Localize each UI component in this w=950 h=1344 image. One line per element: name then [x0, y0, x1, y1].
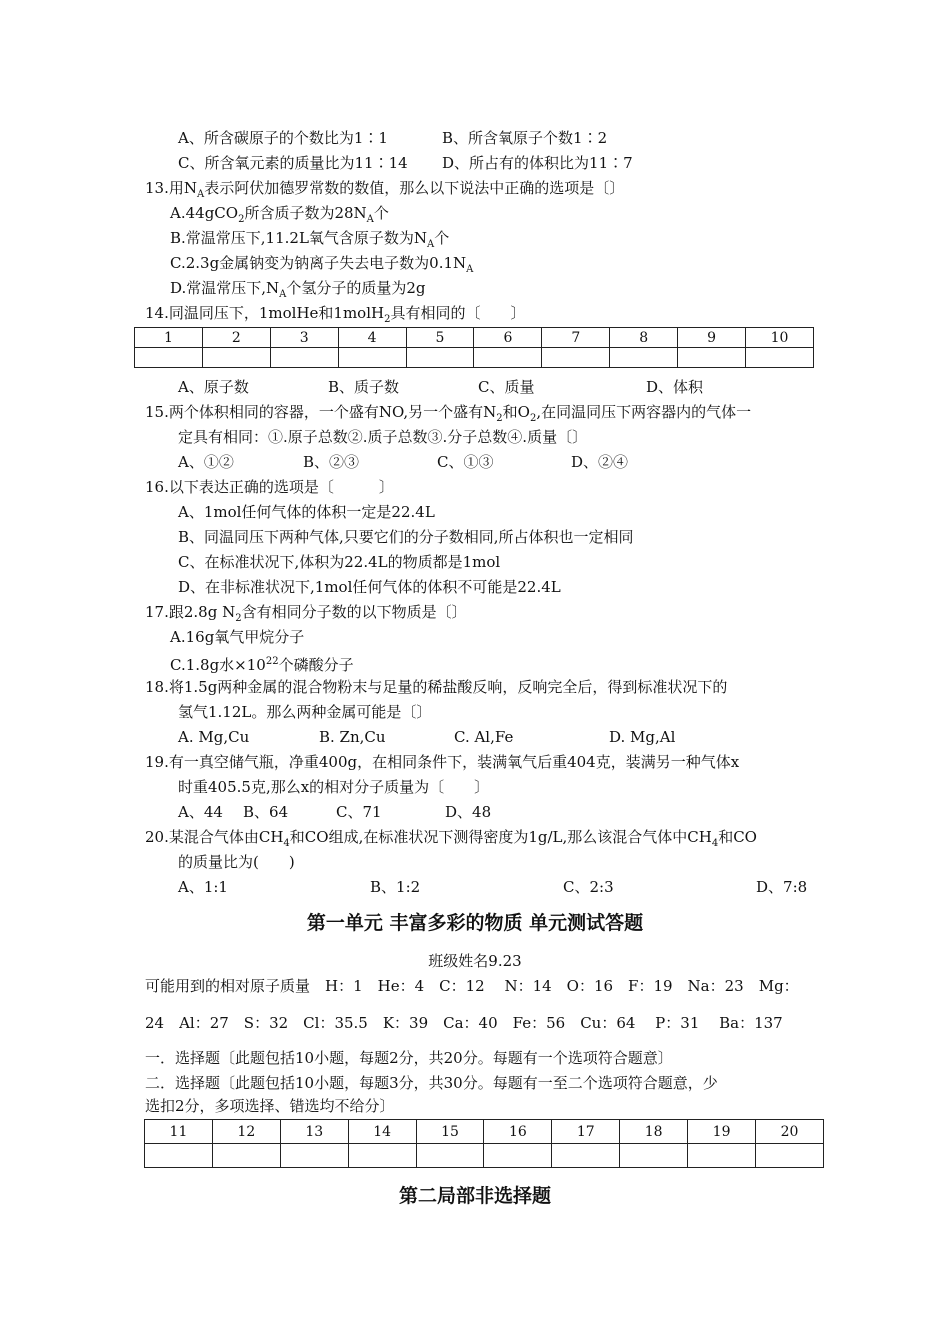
q15-stem-line2: 定具有相同：①.原子总数②.质子总数③.分子总数④.质量〔〕 [178, 428, 588, 446]
q15-option-c: C、①③ [437, 453, 494, 471]
q20-option-a: A、1:1 [178, 878, 228, 896]
part2-instructions-line2: 选扣2分，多项选择、错选均不给分〕 [145, 1097, 395, 1115]
answer-grid-11-20 [144, 1119, 824, 1168]
grid-header-10: 10 [746, 328, 814, 348]
grid-answer-cell[interactable] [610, 348, 678, 368]
grid-header-1: 1 [135, 328, 203, 348]
grid-header-9: 9 [678, 328, 746, 348]
grid-header-11: 11 [145, 1120, 213, 1144]
q19-option-d: D、48 [445, 803, 492, 821]
class-name-line: 班级姓名9.23 [428, 952, 522, 970]
grid-header-18: 18 [620, 1120, 688, 1144]
grid-answer-cell[interactable] [620, 1144, 688, 1168]
q13-option-b: B.常温常压下,11.2L氧气含原子数为$N_A$个 [170, 229, 450, 250]
q20-option-b: B、1:2 [370, 878, 421, 896]
grid-header-17: 17 [552, 1120, 620, 1144]
q12-option-b: B、所含氧原子个数1∶2 [442, 129, 608, 147]
grid-answer-cell[interactable] [484, 1144, 552, 1168]
q15-option-b: B、②③ [303, 453, 360, 471]
q20-stem-line2: 的质量比为( ) [178, 853, 295, 871]
q19-option-a: A、44 [178, 803, 223, 821]
q15-option-d: D、②④ [571, 453, 629, 471]
q19-option-c: C、71 [336, 803, 382, 821]
q16-stem: 16.以下表达正确的选项是〔 〕 [145, 478, 394, 496]
q12-option-c: C、所含氧元素的质量比为11∶14 [178, 154, 408, 172]
grid-answer-cell[interactable] [756, 1144, 824, 1168]
q17-option-a: A.16g氧气甲烷分子 [170, 628, 305, 646]
q19-stem-line2: 时重405.5克,那么x的相对分子质量为〔 〕 [178, 778, 490, 796]
q18-option-d: D. Mg,Al [609, 728, 676, 746]
grid-answer-cell[interactable] [270, 348, 338, 368]
grid-header-3: 3 [270, 328, 338, 348]
grid-answer-cell[interactable] [746, 348, 814, 368]
grid-answer-cell[interactable] [135, 348, 203, 368]
q16-option-d: D、在非标准状况下,1mol任何气体的体积不可能是22.4L [178, 578, 561, 596]
grid-header-7: 7 [542, 328, 610, 348]
q18-option-b: B. Zn,Cu [319, 728, 386, 746]
grid-answer-cell[interactable] [416, 1144, 484, 1168]
part2-instructions-line1: 二．选择题〔此题包括10小题，每题3分，共30分。每题有一至二个选项符合题意，少 [145, 1074, 718, 1092]
grid-answer-cell[interactable] [280, 1144, 348, 1168]
grid-header-4: 4 [338, 328, 406, 348]
grid-answer-cell[interactable] [338, 348, 406, 368]
q14-stem: 14.同温同压下，1molHe和1molH$_2$具有相同的〔 〕 [145, 304, 526, 325]
grid-answer-cell[interactable] [474, 348, 542, 368]
grid-answer-cell[interactable] [542, 348, 610, 368]
atomic-masses-line2: 24 Al：27 S：32 Cl：35.5 K：39 Ca：40 Fe：56 Cu：64 P：31 Ba：137 [145, 1014, 783, 1032]
grid-answer-cell[interactable] [348, 1144, 416, 1168]
grid-header-20: 20 [756, 1120, 824, 1144]
q17-option-c: C.1.8g水$\times 10^{22}$个磷酸分子 [170, 656, 354, 674]
q18-option-a: A. Mg,Cu [178, 728, 250, 746]
q13-option-c: C.2.3g金属钠变为钠离子失去电子数为$0.1N_A$ [170, 254, 474, 275]
part3-title: 第二局部非选择题 [398, 1185, 551, 1207]
grid-header-2: 2 [202, 328, 270, 348]
grid-header-14: 14 [348, 1120, 416, 1144]
q13-option-a: A.44gCO$_2$所含质子数为$28N_A$个 [170, 204, 389, 225]
q14-option-c: C、质量 [478, 378, 535, 396]
grid-answer-cell[interactable] [406, 348, 474, 368]
q15-stem-line1: 15.两个体积相同的容器，一个盛有NO,另一个盛有$N_2$和$O_2$,在同温同压下两容器内的气体一 [145, 403, 752, 424]
q15-option-a: A、①② [178, 453, 234, 471]
grid-answer-cell[interactable] [552, 1144, 620, 1168]
atomic-masses-line1: 可能用到的相对原子质量 H：1 He：4 C：12 N：14 O：16 F：19 Na：23 Mg： [145, 977, 799, 995]
q18-option-c: C. Al,Fe [454, 728, 514, 746]
q14-option-b: B、质子数 [328, 378, 400, 396]
grid-header-12: 12 [212, 1120, 280, 1144]
q16-option-a: A、1mol任何气体的体积一定是22.4L [178, 503, 435, 521]
q18-stem-line1: 18.将1.5g两种金属的混合物粉末与足量的稀盐酸反响，反响完全后，得到标准状况下的 [145, 678, 728, 696]
answer-grid-1-10 [134, 327, 814, 368]
q20-stem-line1: 20.某混合气体由$CH_4$和CO组成,在标准状况下测得密度为1g/L,那么该混合气体中$CH_4$和CO [145, 828, 757, 849]
grid-header-8: 8 [610, 328, 678, 348]
grid-header-16: 16 [484, 1120, 552, 1144]
q17-stem: 17.跟2.8g $N_2$含有相同分子数的以下物质是〔〕 [145, 603, 467, 624]
grid-header-6: 6 [474, 328, 542, 348]
grid-answer-cell[interactable] [145, 1144, 213, 1168]
section-title: 第一单元 丰富多彩的物质 单元测试答题 [306, 912, 644, 934]
q12-option-a: A、所含碳原子的个数比为1∶1 [178, 129, 388, 147]
q18-stem-line2: 氢气1.12L。那么两种金属可能是〔〕 [178, 703, 432, 721]
q12-option-d: D、所占有的体积比为11∶7 [442, 154, 633, 172]
q14-option-d: D、体积 [646, 378, 704, 396]
grid-header-19: 19 [688, 1120, 756, 1144]
grid-header-5: 5 [406, 328, 474, 348]
grid-header-13: 13 [280, 1120, 348, 1144]
q20-option-c: C、2:3 [563, 878, 614, 896]
grid-header-15: 15 [416, 1120, 484, 1144]
q13-stem: 13.用$N_A$表示阿伏加德罗常数的数值，那么以下说法中正确的选项是〔〕 [145, 179, 625, 200]
grid-answer-cell[interactable] [212, 1144, 280, 1168]
q16-option-c: C、在标准状况下,体积为22.4L的物质都是1mol [178, 553, 501, 571]
q20-option-d: D、7:8 [756, 878, 808, 896]
q19-option-b: B、64 [243, 803, 289, 821]
q16-option-b: B、同温同压下两种气体,只要它们的分子数相同,所占体积也一定相同 [178, 528, 634, 546]
q13-option-d: D.常温常压下$,N_A$个氢分子的质量为2g [170, 279, 426, 300]
part1-instructions: 一．选择题〔此题包括10小题，每题2分，共20分。每题有一个选项符合题意〕 [145, 1049, 673, 1067]
grid-answer-cell[interactable] [688, 1144, 756, 1168]
q14-option-a: A、原子数 [178, 378, 249, 396]
grid-answer-cell[interactable] [678, 348, 746, 368]
grid-answer-cell[interactable] [202, 348, 270, 368]
q19-stem-line1: 19.有一真空储气瓶，净重400g，在相同条件下，装满氧气后重404克，装满另一种气体x [145, 753, 740, 771]
